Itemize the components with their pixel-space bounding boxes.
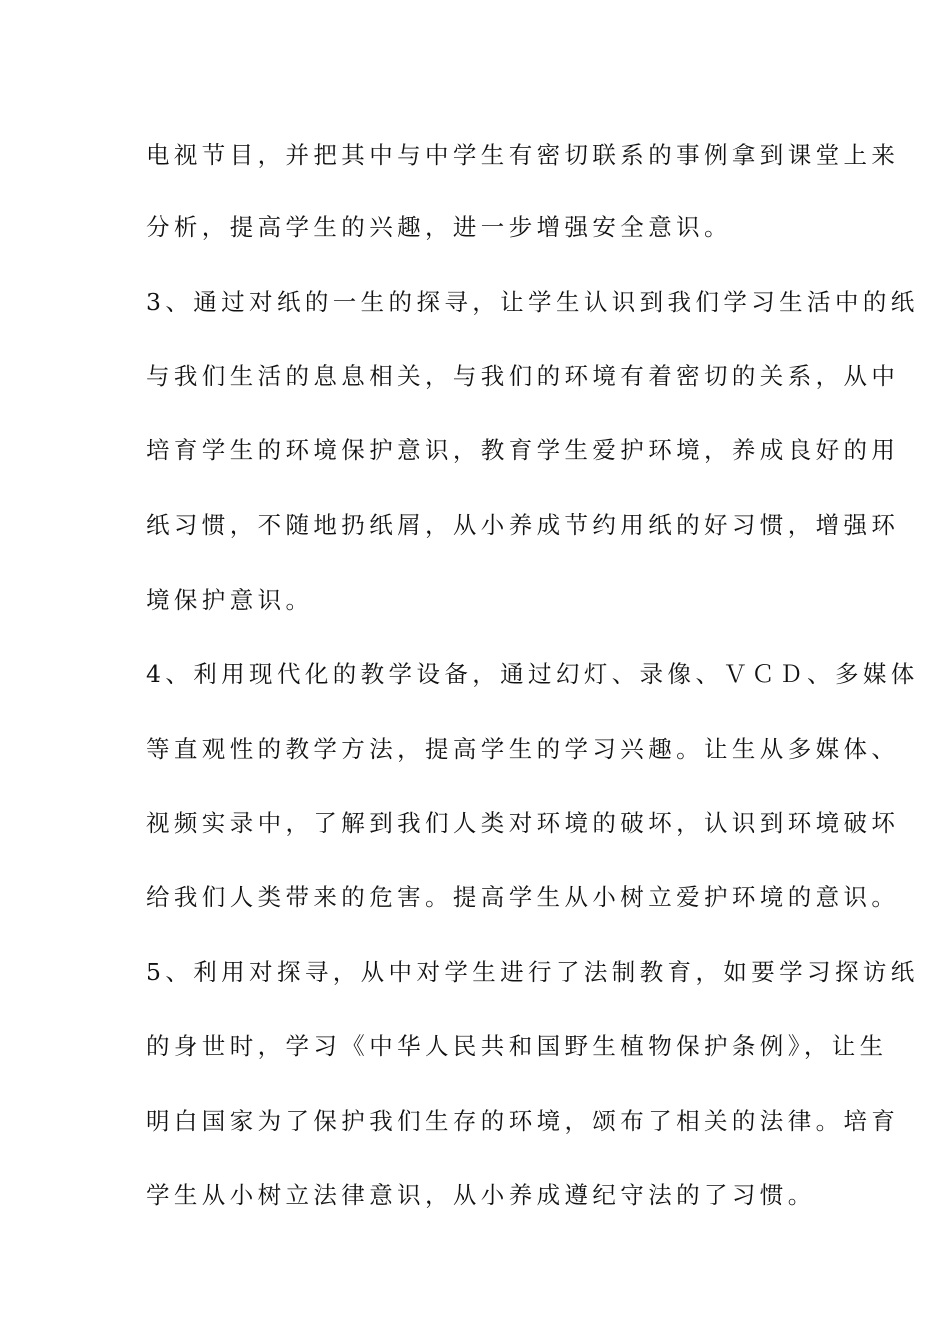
paragraph-line: 与我们生活的息息相关，与我们的环境有着密切的关系，从中 (146, 362, 900, 390)
paragraph-line: 等直观性的教学方法，提高学生的学习兴趣。让生从多媒体、 (146, 735, 900, 763)
paragraph-line: 给我们人类带来的危害。提高学生从小树立爱护环境的意识。 (146, 883, 900, 911)
paragraph-line: 分析，提高学生的兴趣，进一步增强安全意识。 (146, 213, 732, 241)
paragraph-line: 3、通过对纸的一生的探寻，让学生认识到我们学习生活中的纸 (146, 288, 919, 316)
paragraph-line: 4、利用现代化的教学设备，通过幻灯、录像、ＶＣＤ、多媒体 (146, 660, 919, 688)
paragraph-line: 境保护意识。 (146, 586, 314, 614)
paragraph-line: 5、利用对探寻，从中对学生进行了法制教育，如要学习探访纸 (146, 958, 919, 986)
paragraph-line: 视频实录中，了解到我们人类对环境的破坏，认识到环境破坏 (146, 809, 900, 837)
paragraph-line: 电视节目，并把其中与中学生有密切联系的事例拿到课堂上来 (146, 141, 900, 169)
paragraph-line: 学生从小树立法律意识，从小养成遵纪守法的了习惯。 (146, 1181, 816, 1209)
paragraph-line: 培育学生的环境保护意识，教育学生爱护环境，养成良好的用 (146, 436, 900, 464)
paragraph-line: 明白国家为了保护我们生存的环境，颂布了相关的法律。培育 (146, 1107, 900, 1135)
paragraph-line: 纸习惯，不随地扔纸屑，从小养成节约用纸的好习惯，增强环 (146, 511, 900, 539)
paragraph-line: 的身世时，学习《中华人民共和国野生植物保护条例》，让生 (146, 1032, 888, 1060)
